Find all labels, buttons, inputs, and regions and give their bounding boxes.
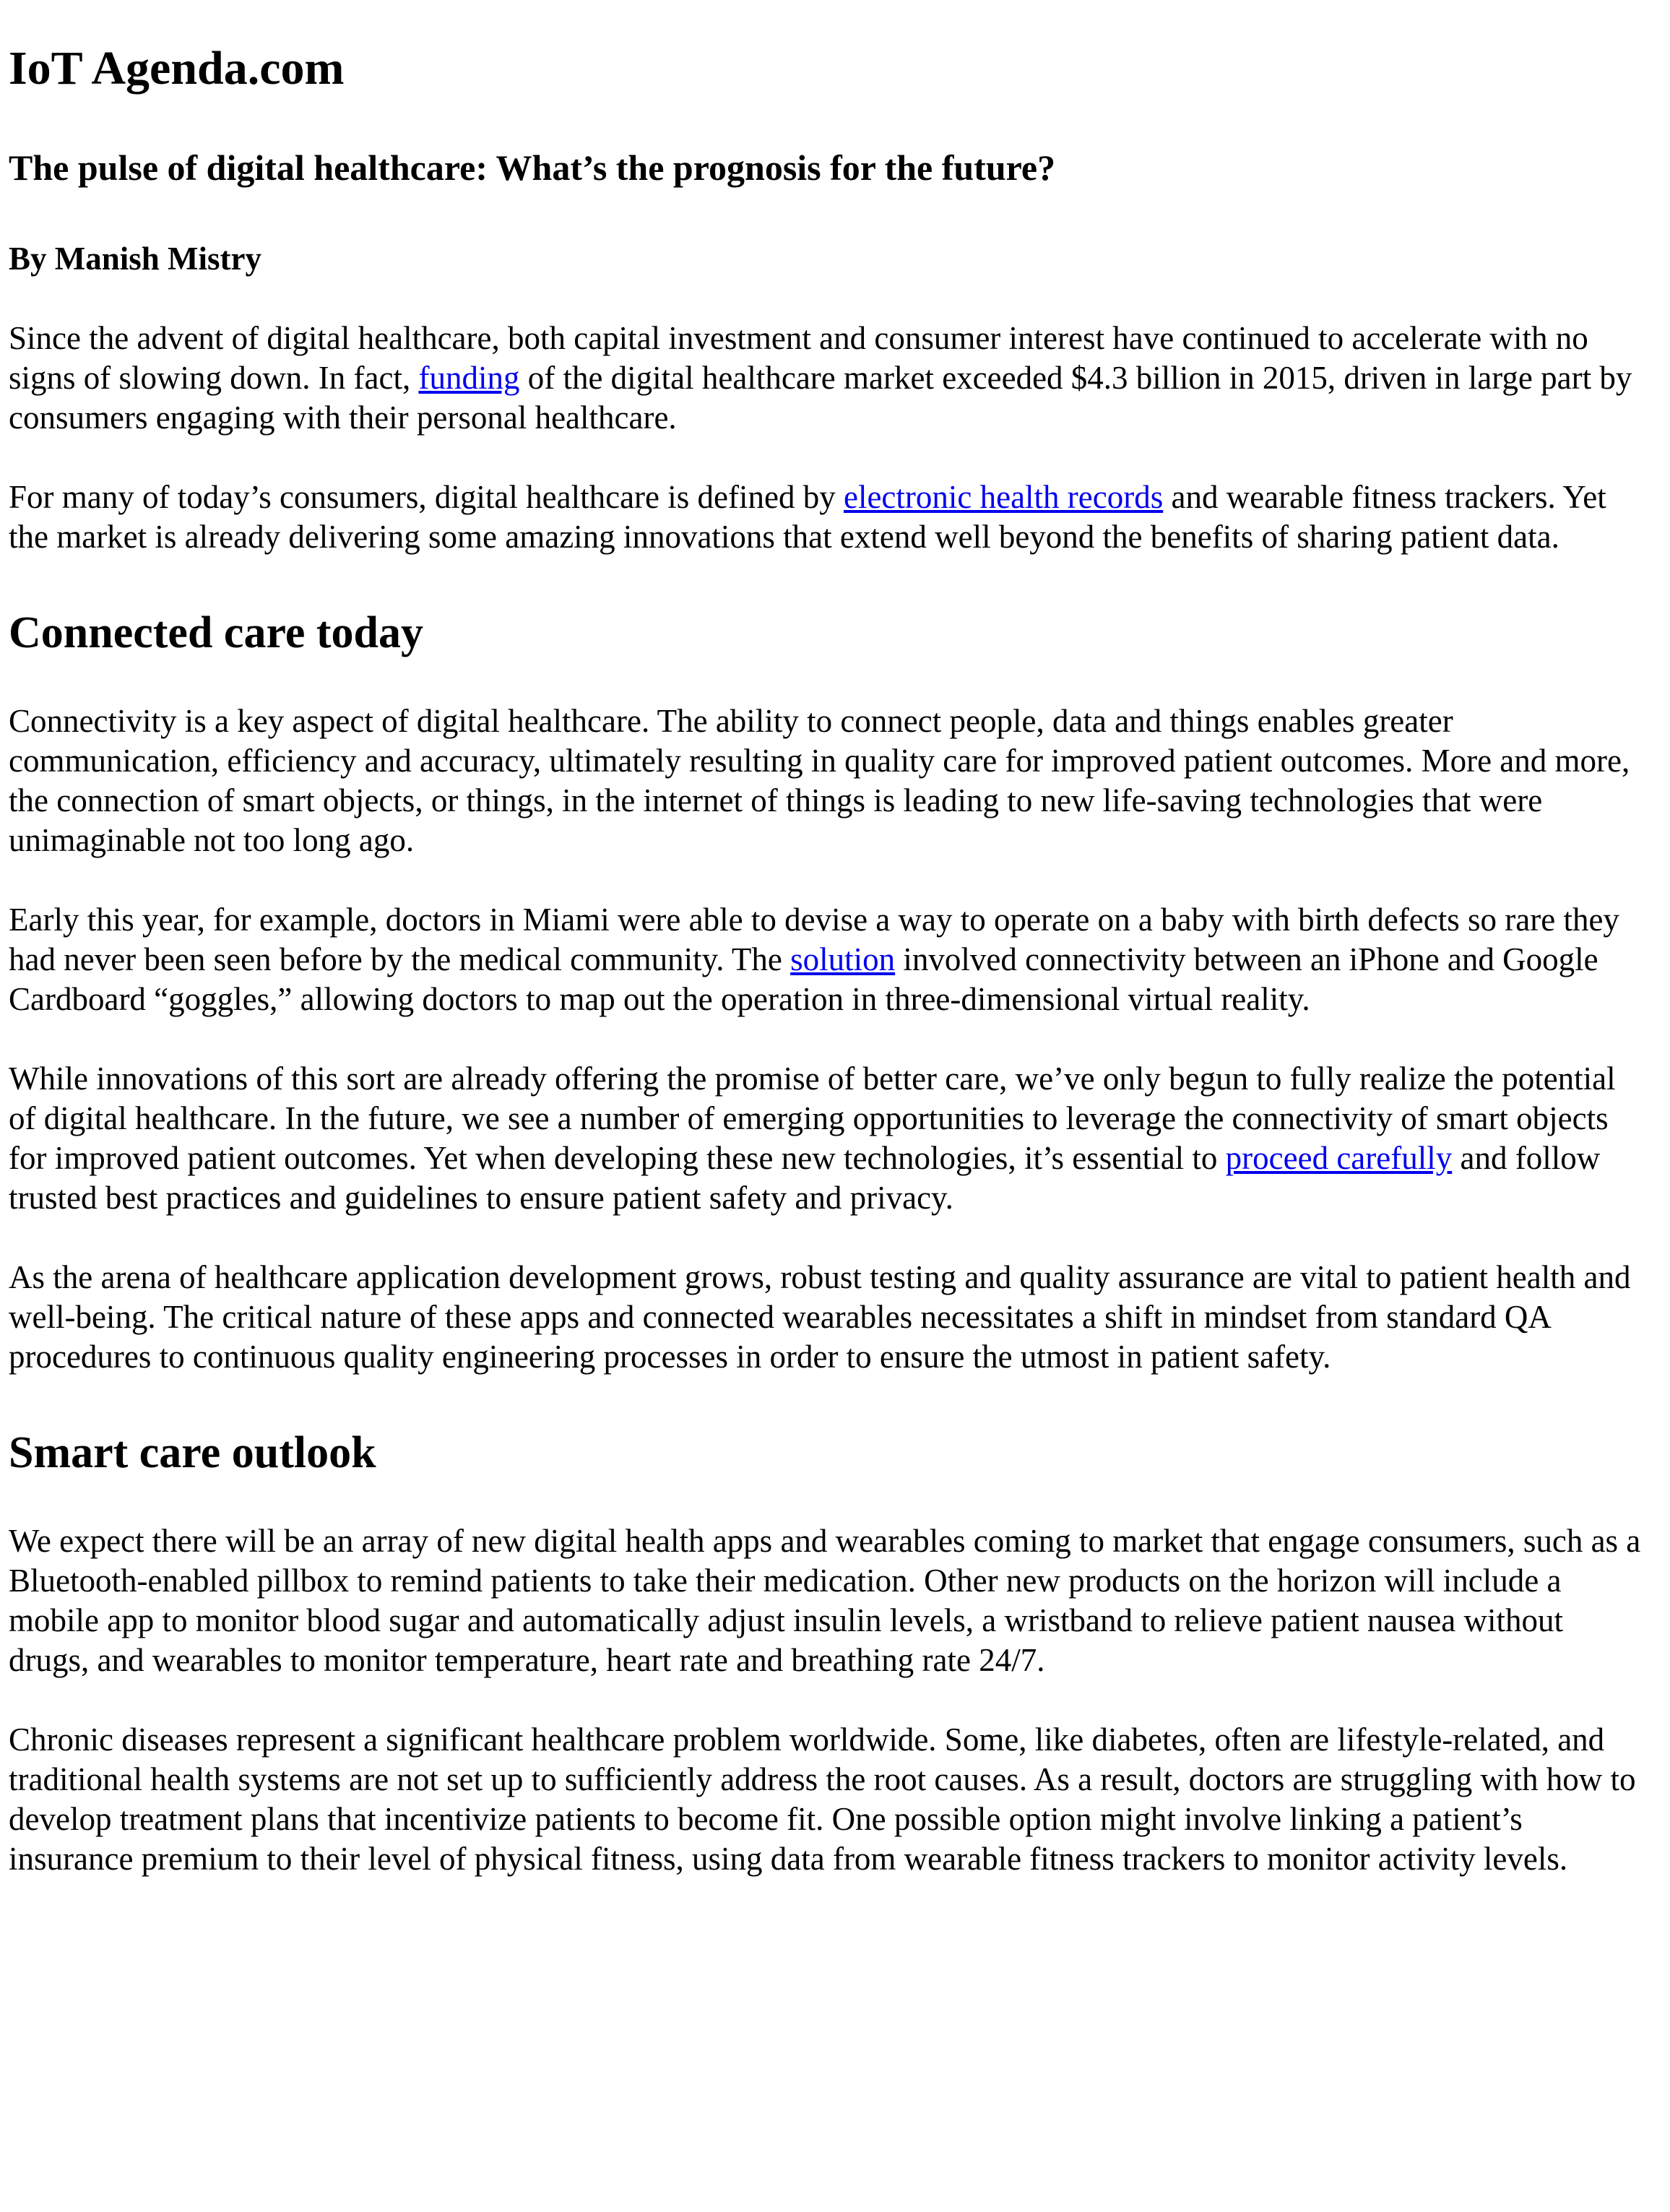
text-run: Chronic diseases represent a significant healthcare problem worldwide. Some, like diabetes, often are lifestyle-related, and traditional health systems are not set up to sufficiently address the root causes. As a result, doctors are struggling with how to develop treatment plans that incentivize patients to become fit. One possible option might involve linking a patient’s insurance premium to their level of physical fitness, using data from wearable fitness trackers to monitor activity levels. (9, 1721, 1636, 1877)
proceed-carefully-link[interactable]: proceed carefully (1225, 1140, 1453, 1176)
paragraph-chronic-diseases (9, 1720, 1648, 1879)
section-heading-smart-care-outlook: Smart care outlook (9, 1428, 376, 1477)
text-run: and follow trusted best practices and guidelines to ensure patient safety and privacy. (9, 1140, 1601, 1216)
paragraph-miami-solution (9, 900, 1648, 1019)
site-title: IoT Agenda.com (9, 42, 345, 95)
text-run: As the arena of healthcare application development grows, robust testing and quality assurance are vital to patient health and well-being. The critical nature of these apps and connected wearables necessitates a shift in mindset from standard QA procedures to continuous quality engineering processes in order to ensure the utmost in patient safety. (9, 1259, 1631, 1375)
article (9, 41, 1648, 1879)
paragraph-intro-funding (9, 319, 1648, 438)
funding-link[interactable]: funding (418, 360, 520, 396)
paragraph-connectivity (9, 701, 1648, 860)
text-run: of the digital healthcare market exceeded $4.3 billion in 2015, driven in large part by consumers engaging with their personal healthcare. (9, 360, 1632, 436)
text-run: Since the advent of digital healthcare, both capital investment and consumer interest have continued to accelerate with no signs of slowing down. In fact, (9, 320, 1588, 396)
text-run: Early this year, for example, doctors in Miami were able to devise a way to operate on a baby with birth defects so rare they had never been seen before by the medical community. The (9, 902, 1619, 977)
paragraph-innovations-proceed-carefully (9, 1059, 1648, 1218)
article-headline: The pulse of digital healthcare: What’s the prognosis for the future? (9, 147, 1056, 188)
paragraph-new-apps-wearables (9, 1521, 1648, 1680)
byline: By Manish Mistry (9, 241, 262, 277)
text-run: Connectivity is a key aspect of digital healthcare. The ability to connect people, data and things enables greater communication, efficiency and accuracy, ultimately resulting in quality care for improved patient outcomes. More and more, the connection of smart objects, or things, in the internet of things is leading to new life-saving technologies that were unimaginable not too long ago. (9, 703, 1630, 858)
solution-link[interactable]: solution (790, 941, 896, 977)
text-run: We expect there will be an array of new digital health apps and wearables coming to market that engage consumers, such as a Bluetooth-enabled pillbox to remind patients to take their medication. Other new products on the horizon will include a mobile app to monitor blood sugar and automatically adjust insulin levels, a wristband to relieve patient nausea without drugs, and wearables to monitor temperature, heart rate and breathing rate 24/7. (9, 1523, 1641, 1678)
paragraph-qa-quality-engineering (9, 1258, 1648, 1377)
text-run: involved connectivity between an iPhone and Google Cardboard “goggles,” allowing doctors to map out the operation in three-dimensional virtual reality. (9, 941, 1598, 1017)
section-heading-connected-care-today: Connected care today (9, 608, 423, 657)
text-run: For many of today’s consumers, digital healthcare is defined by (9, 479, 844, 515)
electronic-health-records-link[interactable]: electronic health records (843, 479, 1164, 515)
text-run: While innovations of this sort are already offering the promise of better care, we’ve only begun to fully realize the potential of digital healthcare. In the future, we see a number of emerging opportunities to leverage the connectivity of smart objects for improved patient outcomes. Yet when developing these new technologies, it’s essential to (9, 1060, 1616, 1176)
paragraph-ehr-wearables (9, 478, 1648, 557)
text-run: and wearable fitness trackers. Yet the market is already delivering some amazing innovations that extend well beyond the benefits of sharing patient data. (9, 479, 1606, 555)
